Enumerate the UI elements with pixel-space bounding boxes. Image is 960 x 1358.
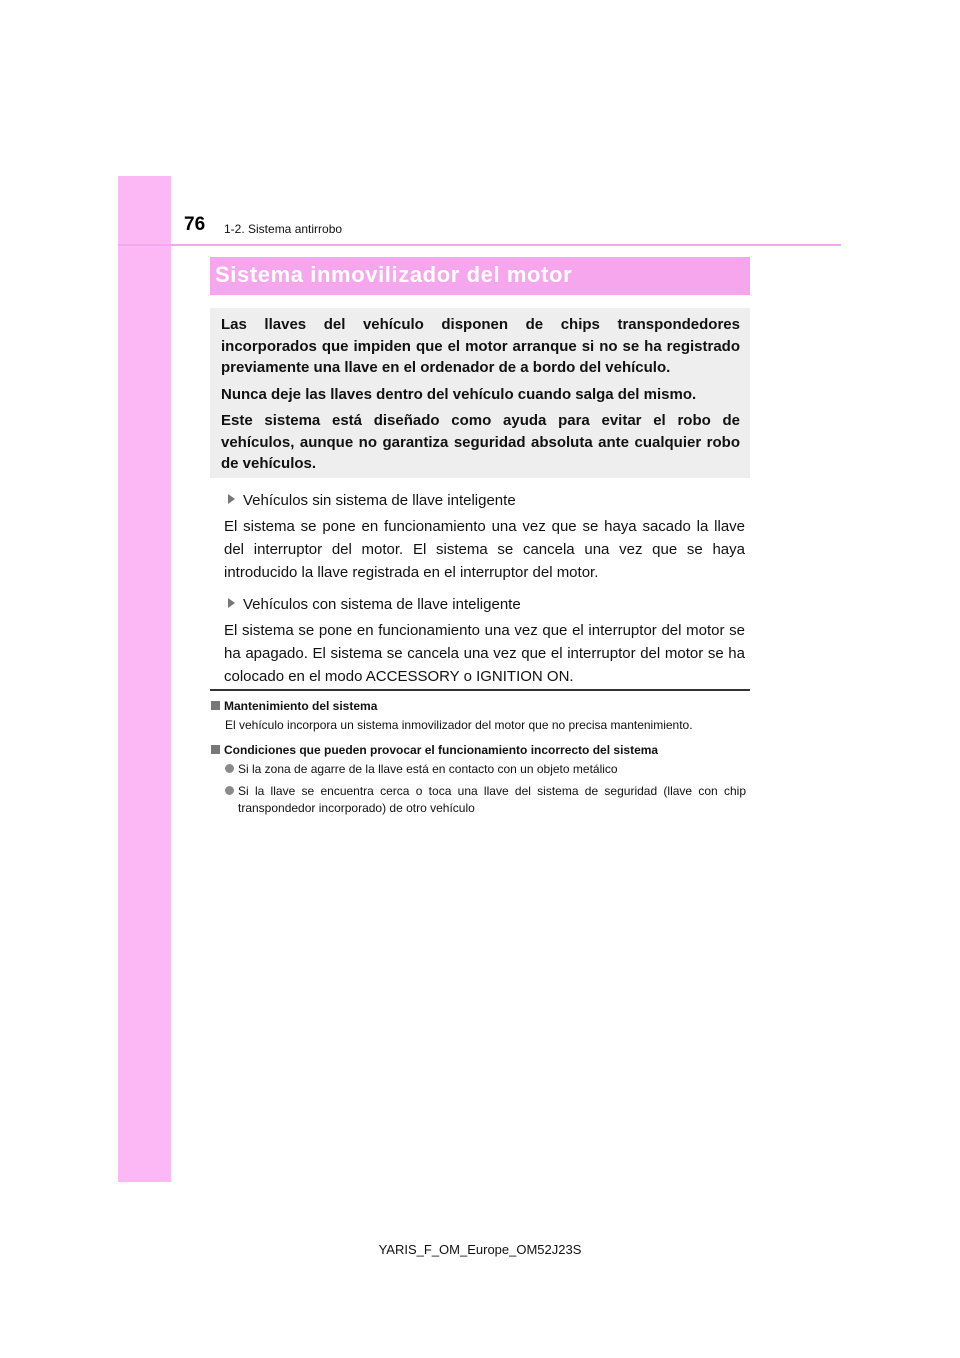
triangle-bullet-icon	[228, 598, 235, 608]
intro-paragraph: Las llaves del vehículo disponen de chips transpondedores incorporados que impiden que el motor arranque si no se ha registrado previamente una llave en el ordenador de a bordo del vehículo.	[221, 316, 740, 376]
intro-box	[210, 308, 750, 478]
document-footer: YARIS_F_OM_Europe_OM52J23S	[378, 1242, 582, 1257]
triangle-bullet-icon	[228, 494, 235, 504]
section-paragraph: El sistema se pone en funcionamiento una vez que el interruptor del motor se ha apagado. El sistema se cancela una vez que el interruptor del motor se ha colocado en el modo ACCESSORY o IGNITION ON.	[224, 622, 745, 685]
header-rule	[118, 244, 841, 246]
subheading-text: Vehículos sin sistema de llave inteligente	[243, 492, 516, 509]
circle-bullet-icon	[225, 786, 234, 795]
chapter-side-band	[118, 176, 171, 1182]
subheading-smart-key	[224, 594, 745, 615]
note-heading-text: Mantenimiento del sistema	[224, 699, 378, 713]
page-number: 76	[184, 214, 206, 235]
section-reference: 1-2. Sistema antirrobo	[224, 222, 343, 236]
note-heading	[211, 742, 746, 758]
note-bullet-text: Si la zona de agarre de la llave está en contacto con un objeto metálico	[238, 762, 618, 776]
subheading-no-smart-key	[224, 490, 745, 511]
note-bullet-item	[238, 783, 746, 817]
subheading-text: Vehículos con sistema de llave inteligente	[243, 596, 521, 613]
note-heading-text: Condiciones que pueden provocar el funcionamiento incorrecto del sistema	[224, 743, 659, 757]
note-bullet-item	[238, 761, 746, 778]
intro-paragraph: Nunca deje las llaves dentro del vehículo cuando salga del mismo.	[221, 385, 697, 403]
page-title: Sistema inmovilizador del motor	[215, 262, 573, 287]
intro-paragraph: Este sistema está diseñado como ayuda para evitar el robo de vehículos, aunque no garantiza seguridad absoluta ante cualquier robo de vehículos.	[221, 412, 740, 472]
notes-divider	[210, 689, 750, 691]
notes-section	[211, 698, 746, 822]
note-heading	[211, 698, 746, 714]
square-bullet-icon	[211, 745, 220, 754]
section-paragraph: El sistema se pone en funcionamiento una vez que se haya sacado la llave del interruptor del motor. El sistema se cancela una vez que se haya introducido la llave registrada en el interruptor del motor.	[224, 518, 745, 581]
main-content	[224, 490, 745, 698]
note-body: El vehículo incorpora un sistema inmovilizador del motor que no precisa mantenimiento.	[225, 718, 693, 732]
square-bullet-icon	[211, 701, 220, 710]
note-bullet-text: Si la llave se encuentra cerca o toca una llave del sistema de seguridad (llave con chip transpondedor incorporado) de otro vehículo	[238, 784, 746, 815]
circle-bullet-icon	[225, 764, 234, 773]
title-bar	[210, 257, 750, 295]
